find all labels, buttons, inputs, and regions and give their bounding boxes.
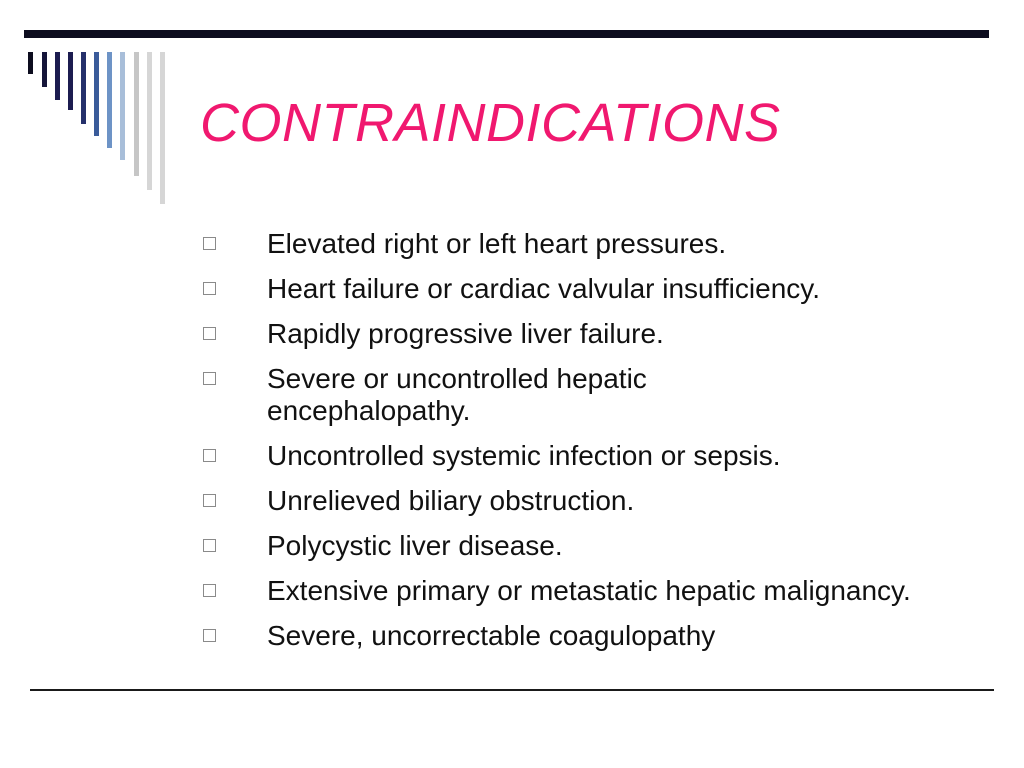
square-bullet-icon xyxy=(203,584,216,597)
list-item xyxy=(200,575,947,607)
list-item xyxy=(200,620,980,652)
square-bullet-icon xyxy=(203,327,216,340)
stripe xyxy=(107,52,112,148)
top-rule xyxy=(24,30,989,38)
list-item-text: Elevated right or left heart pressures. xyxy=(267,228,727,259)
list-item xyxy=(200,485,980,517)
list-item-text: Severe or uncontrolled hepatic encephalopathy. xyxy=(267,363,647,426)
bullet-list xyxy=(200,228,980,665)
list-item xyxy=(200,530,980,562)
list-item-text: Polycystic liver disease. xyxy=(267,530,563,561)
square-bullet-icon xyxy=(203,282,216,295)
list-item xyxy=(200,363,812,427)
stripe xyxy=(134,52,139,176)
list-item xyxy=(200,318,980,350)
square-bullet-icon xyxy=(203,494,216,507)
list-item-text: Unrelieved biliary obstruction. xyxy=(267,485,635,516)
list-item xyxy=(200,228,980,260)
list-item xyxy=(200,440,980,472)
square-bullet-icon xyxy=(203,629,216,642)
stripe xyxy=(55,52,60,100)
slide-title: CONTRAINDICATIONS xyxy=(200,93,781,153)
square-bullet-icon xyxy=(203,449,216,462)
stripe xyxy=(81,52,86,124)
list-item-text: Uncontrolled systemic infection or sepsis. xyxy=(267,440,781,471)
stripe xyxy=(147,52,152,190)
stripe xyxy=(42,52,47,87)
list-item-text: Heart failure or cardiac valvular insufficiency. xyxy=(267,273,820,304)
square-bullet-icon xyxy=(203,237,216,250)
square-bullet-icon xyxy=(203,372,216,385)
square-bullet-icon xyxy=(203,539,216,552)
list-item xyxy=(200,273,980,305)
list-item-text: Rapidly progressive liver failure. xyxy=(267,318,664,349)
bottom-rule xyxy=(30,689,994,691)
stripe xyxy=(68,52,73,110)
stripe xyxy=(160,52,165,204)
list-item-text: Severe, uncorrectable coagulopathy xyxy=(267,620,716,651)
list-item-text: Extensive primary or metastatic hepatic malignancy. xyxy=(267,575,911,606)
stripe xyxy=(120,52,125,160)
stripe xyxy=(94,52,99,136)
stripe xyxy=(28,52,33,74)
